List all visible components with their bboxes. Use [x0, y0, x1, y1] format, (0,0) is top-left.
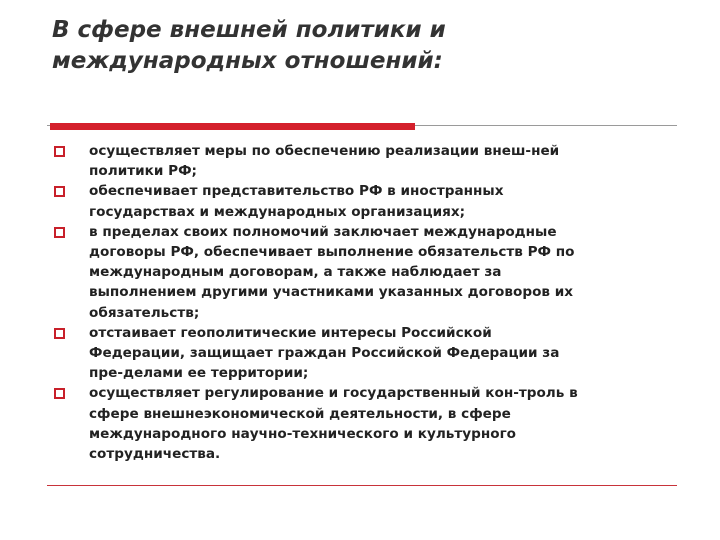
title-line-1: В сфере внешней политики и	[52, 17, 446, 43]
list-item-line: Федерации, защищает граждан Российской Федерации за	[89, 345, 560, 362]
list-item-line: обязательств;	[89, 304, 200, 321]
list-item-line: осуществляет регулирование и государственный кон-троль в	[89, 385, 578, 402]
slide-title	[52, 15, 692, 77]
list-item-line: в пределах своих полномочий заключает международные	[89, 223, 557, 240]
list-item-line: международного научно-технического и культурного	[89, 425, 517, 442]
list-item	[0, 383, 669, 464]
bottom-divider	[47, 485, 677, 486]
list-item-line: международным договорам, а также наблюдает за	[89, 264, 502, 281]
hollow-square-bullet-icon	[54, 146, 65, 157]
hollow-square-bullet-icon	[54, 388, 65, 399]
list-item-line: обеспечивает представительство РФ в иностранных	[89, 183, 504, 200]
list-item-line: выполнением другими участниками указанных договоров их	[89, 284, 574, 301]
list-item	[0, 222, 669, 323]
list-item-line: политики РФ;	[89, 163, 197, 180]
list-item	[0, 141, 669, 181]
list-item-line: сотрудничества.	[89, 446, 221, 463]
list-item-line: договоры РФ, обеспечивает выполнение обязательств РФ по	[89, 244, 575, 261]
list-item-line: пре-делами ее территории;	[89, 365, 309, 382]
hollow-square-bullet-icon	[54, 328, 65, 339]
list-item	[0, 323, 669, 384]
list-item-line: государствах и международных организациях;	[89, 203, 466, 220]
list-item-line: отстаивает геополитические интересы Российской	[89, 324, 492, 341]
list-item-line: осуществляет меры по обеспечению реализации внеш-ней	[89, 143, 560, 159]
hollow-square-bullet-icon	[54, 186, 65, 197]
hollow-square-bullet-icon	[54, 227, 65, 238]
title-line-2: международных отношений:	[52, 48, 443, 74]
top-divider-red-accent	[50, 123, 415, 130]
bullet-list	[0, 141, 720, 464]
list-item-line: сфере внешнеэкономической деятельности, в сфере	[89, 405, 511, 422]
list-item	[0, 181, 669, 221]
